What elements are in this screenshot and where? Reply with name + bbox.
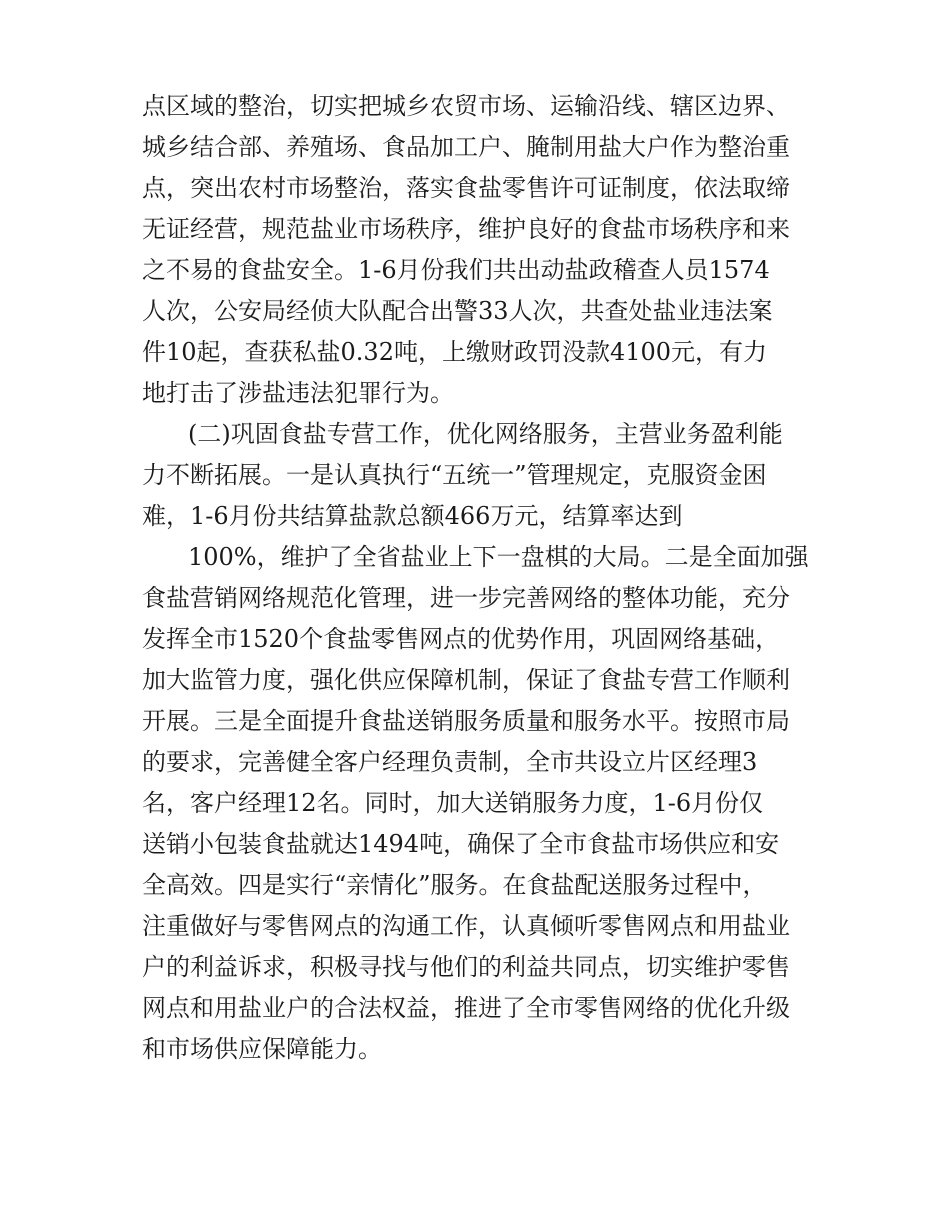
text-line: 加大监管力度，强化供应保障机制，保证了食盐专营工作顺利 (142, 666, 790, 694)
text-line: 城乡结合部、养殖场、食品加工户、腌制用盐大户作为整治重 (142, 133, 790, 161)
paragraph-start-line: 100%，维护了全省盐业上下一盘棋的大局。二是全面加强 (188, 543, 809, 571)
text-line: 发挥全市1520个食盐零售网点的优势作用，巩固网络基础， (142, 625, 780, 653)
text-line: 开展。三是全面提升食盐送销服务质量和服务水平。按照市局 (142, 707, 790, 735)
text-line: 件10起，查获私盐0.32吨，上缴财政罚没款4100元，有力 (142, 338, 768, 366)
text-line: 力不断拓展。一是认真执行“五统一”管理规定，克服资金困 (142, 461, 767, 489)
text-line: 注重做好与零售网点的沟通工作，认真倾听零售网点和用盐业 (142, 912, 790, 940)
text-line: 的要求，完善健全客户经理负责制，全市共设立片区经理3 (142, 748, 758, 776)
text-line: 无证经营，规范盐业市场秩序，维护良好的食盐市场秩序和来 (142, 215, 790, 243)
text-line: 名，客户经理12名。同时，加大送销服务力度，1-6月份仅 (142, 789, 764, 817)
text-line: 全高效。四是实行“亲情化”服务。在食盐配送服务过程中， (142, 871, 767, 899)
text-line: 户的利益诉求，积极寻找与他们的利益共同点，切实维护零售 (142, 953, 790, 981)
text-line: 送销小包装食盐就达1494吨，确保了全市食盐市场供应和安 (142, 830, 780, 858)
text-line: 食盐营销网络规范化管理，进一步完善网络的整体功能，充分 (142, 584, 790, 612)
text-line: 网点和用盐业户的合法权益，推进了全市零售网络的优化升级 (142, 994, 790, 1022)
text-line: 点，突出农村市场整治，落实食盐零售许可证制度，依法取缔 (142, 174, 790, 202)
paragraph-start-line: (二)巩固食盐专营工作，优化网络服务，主营业务盈利能 (188, 420, 783, 448)
text-line: 难，1-6月份共结算盐款总额466万元，结算率达到 (142, 502, 683, 530)
text-line: 人次，公安局经侦大队配合出警33人次，共查处盐业违法案 (142, 297, 773, 325)
text-line: 点区域的整治，切实把城乡农贸市场、运输沿线、辖区边界、 (142, 92, 790, 120)
text-line: 和市场供应保障能力。 (142, 1035, 382, 1063)
text-line: 地打击了涉盐违法犯罪行为。 (142, 379, 454, 407)
body-text (142, 86, 809, 1070)
text-line: 之不易的食盐安全。1-6月份我们共出动盐政稽查人员1574 (142, 256, 770, 284)
